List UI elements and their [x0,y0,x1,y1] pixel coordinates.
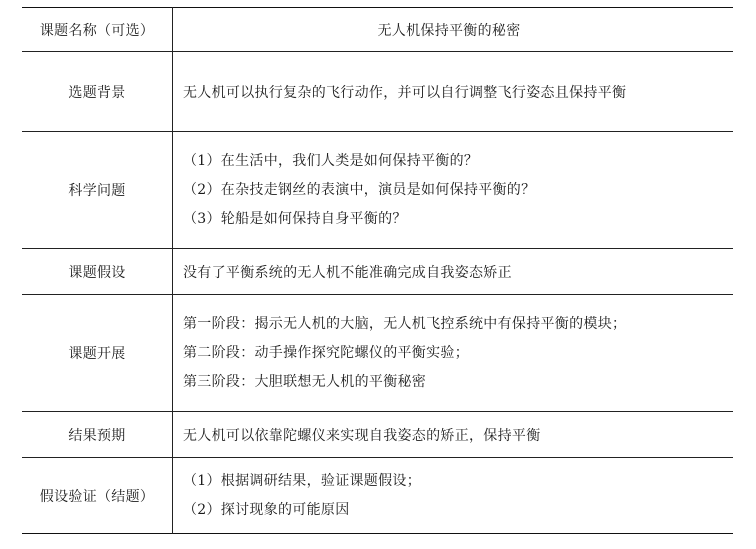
row-label-implementation: 课题开展 [22,295,173,412]
row-label-verification: 假设验证（结题） [22,458,173,534]
row-label-topic-name: 课题名称（可选） [22,8,173,52]
row-value-scientific-questions: （1）在生活中，我们人类是如何保持平衡的？ （2）在杂技走钢丝的表演中，演员是如何保持平衡的？ （3）轮船是如何保持自身平衡的？ [183,152,536,227]
research-topic-table [22,7,733,534]
table-row-scientific-questions [22,132,733,249]
row-value-implementation: 第一阶段：揭示无人机的大脑，无人机飞控系统中有保持平衡的模块； 第二阶段：动手操作探究陀螺仪的平衡实验； 第三阶段：大胆联想无人机的平衡秘密 [183,315,627,390]
row-label-hypothesis: 课题假设 [22,249,173,295]
row-label-background: 选题背景 [22,52,173,132]
table-row-background [22,52,733,132]
table-row-hypothesis [22,249,733,295]
table-row-topic-name [22,8,733,52]
row-value-background: 无人机可以执行复杂的飞行动作，并可以自行调整飞行姿态且保持平衡 [183,84,627,101]
table-row-implementation [22,295,733,412]
table-row-expected-results [22,412,733,458]
row-value-topic-name: 无人机保持平衡的秘密 [377,22,521,39]
row-value-hypothesis: 没有了平衡系统的无人机不能准确完成自我姿态矫正 [183,264,512,281]
row-value-expected-results: 无人机可以依靠陀螺仪来实现自我姿态的矫正，保持平衡 [183,427,541,444]
row-label-expected-results: 结果预期 [22,412,173,458]
row-label-scientific-questions: 科学问题 [22,132,173,249]
row-value-verification: （1）根据调研结果，验证课题假设； （2）探讨现象的可能原因 [183,472,422,518]
table-row-verification [22,458,733,534]
